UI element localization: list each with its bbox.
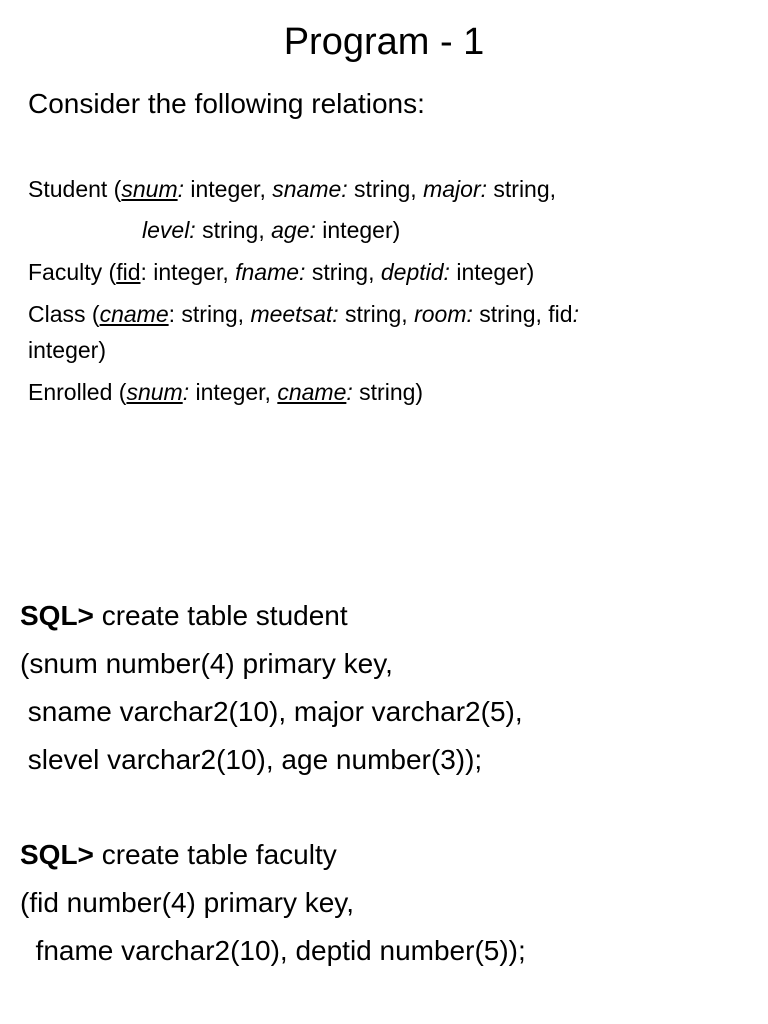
attribute: major: bbox=[423, 176, 487, 202]
sql-faculty-line-3: fname varchar2(10), deptid number(5)); bbox=[20, 935, 526, 966]
relation-name: Faculty bbox=[28, 259, 103, 285]
relation-class-continued: integer) bbox=[28, 337, 106, 363]
relation-enrolled: Enrolled (snum: integer, cname: string) bbox=[28, 379, 424, 405]
relation-student: Student (snum: integer, sname: string, major: string, bbox=[28, 176, 557, 202]
relation-name: Class bbox=[28, 301, 86, 327]
relation-name: Enrolled bbox=[28, 379, 113, 405]
key-attribute: cname bbox=[99, 301, 169, 327]
relation-student-continued: level: string, age: integer) bbox=[142, 217, 401, 243]
sql-student-line-2: (snum number(4) primary key, bbox=[20, 648, 393, 679]
intro-text: Consider the following relations: bbox=[28, 88, 425, 119]
attribute: level: bbox=[142, 217, 196, 243]
key-attribute: fid bbox=[116, 259, 141, 285]
sql-faculty-line-1: SQL> create table faculty bbox=[20, 839, 337, 870]
key-attribute: snum bbox=[126, 379, 183, 405]
sql-faculty-line-2: (fid number(4) primary key, bbox=[20, 887, 355, 918]
sql-student-line-3: sname varchar2(10), major varchar2(5), bbox=[20, 696, 523, 727]
key-attribute: snum bbox=[121, 176, 178, 202]
relation-class: Class (cname: string, meetsat: string, room: string, fid: bbox=[28, 301, 579, 327]
sql-student-line-4: slevel varchar2(10), age number(3)); bbox=[20, 744, 483, 775]
sql-student-line-1: SQL> create table student bbox=[20, 600, 348, 631]
attribute: sname: bbox=[272, 176, 348, 202]
attribute: room: bbox=[414, 301, 473, 327]
relation-name: Student bbox=[28, 176, 108, 202]
attribute: deptid: bbox=[380, 259, 450, 285]
attribute: meetsat: bbox=[250, 301, 339, 327]
sql-prompt: SQL> bbox=[20, 600, 94, 631]
relation-faculty: Faculty (fid: integer, fname: string, deptid: integer) bbox=[28, 259, 535, 285]
attribute: age: bbox=[271, 217, 316, 243]
page-title: Program - 1 bbox=[283, 21, 485, 63]
sql-prompt: SQL> bbox=[20, 839, 94, 870]
attribute: fname: bbox=[235, 259, 306, 285]
key-attribute: cname bbox=[277, 379, 347, 405]
